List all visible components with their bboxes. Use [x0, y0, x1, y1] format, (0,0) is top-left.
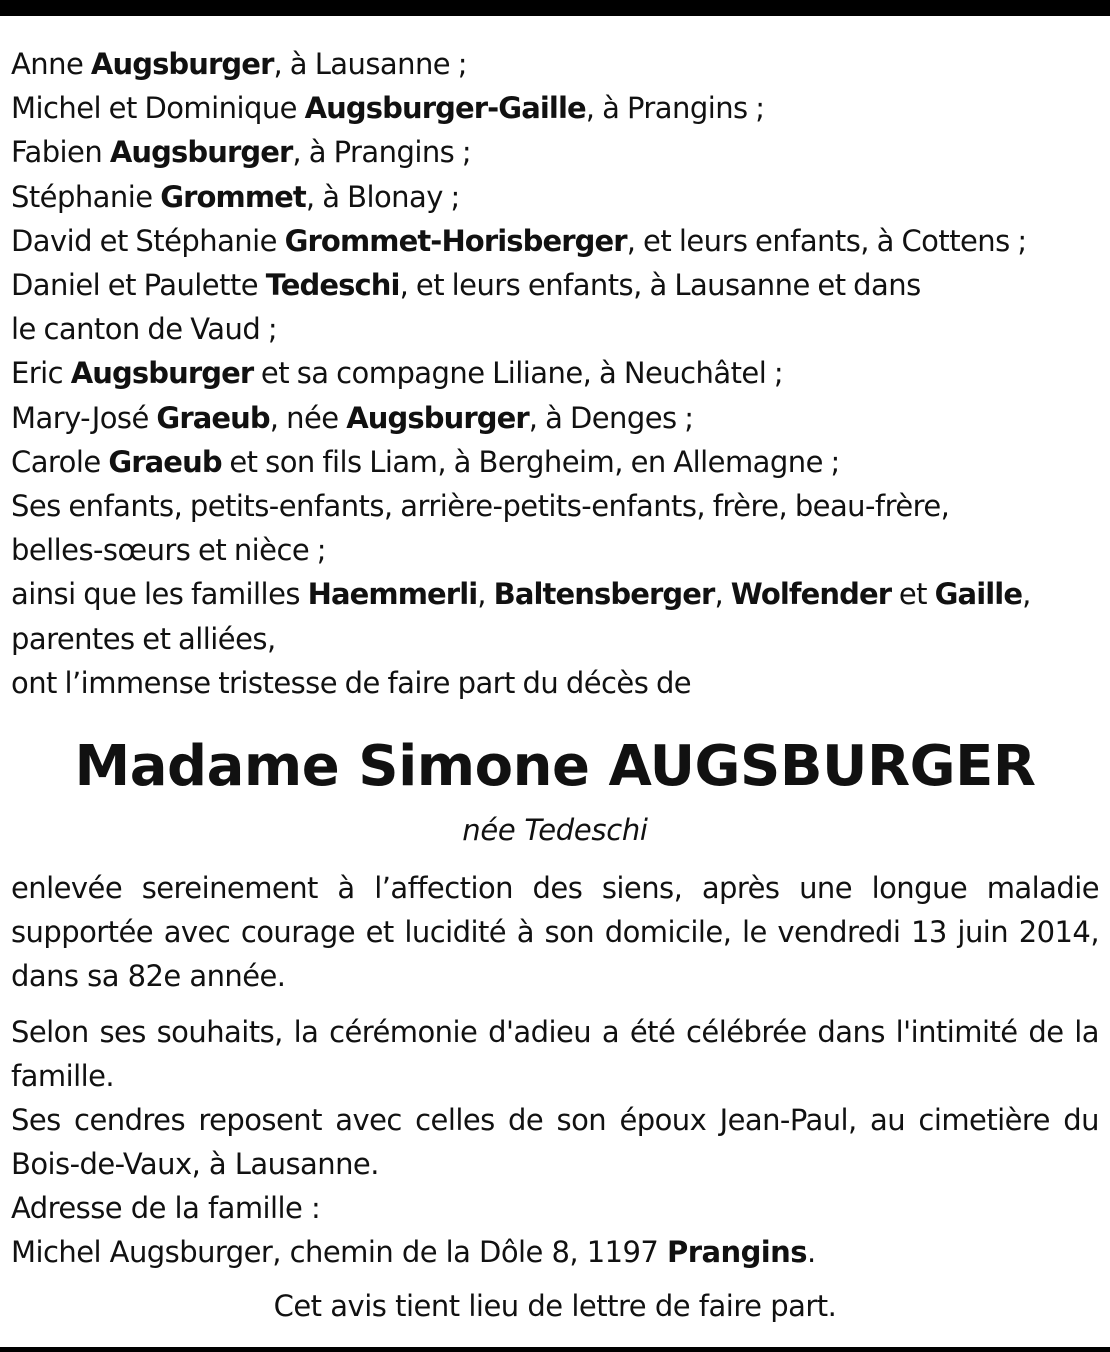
family-surname: Wolfender: [730, 577, 892, 612]
details-block: [11, 1010, 1099, 1274]
family-line: [11, 351, 1099, 395]
family-line: [11, 440, 1099, 484]
family-surname: Graeub: [108, 444, 222, 479]
family-surname: Graeub: [156, 400, 270, 435]
family-surname: Haemmerli: [307, 577, 478, 612]
family-line: [11, 175, 1099, 219]
family-line: [11, 307, 1099, 351]
family-surname: Grommet: [160, 179, 306, 214]
top-rule: [0, 0, 1110, 16]
family-text: Anne: [11, 47, 91, 81]
bottom-rule: [0, 1347, 1110, 1352]
family-text: ont l’immense tristesse de faire part du décès de: [11, 665, 692, 700]
address-end: .: [807, 1235, 816, 1270]
family-text: , née: [269, 400, 347, 435]
family-text: Fabien: [11, 135, 110, 170]
family-surname: Augsburger: [70, 356, 254, 391]
address-line: [11, 1230, 1099, 1274]
family-text: et: [891, 577, 935, 612]
deceased-name: Madame Simone AUGSBURGER: [74, 734, 1036, 800]
family-surname: Gaille: [934, 577, 1023, 612]
family-line: [11, 86, 1099, 130]
family-line: [11, 528, 1099, 572]
family-surname: Augsburger-Gaille: [304, 91, 586, 126]
family-list: [11, 42, 1099, 705]
notice-content: [11, 42, 1099, 1328]
family-text: Ses enfants, petits-enfants, arrière-petits-enfants, frère, beau-frère,: [11, 489, 950, 524]
family-text: ,: [1022, 577, 1031, 612]
family-text: , à Prangins ;: [585, 91, 765, 126]
family-text: David et Stéphanie: [11, 223, 285, 258]
family-text: ,: [714, 577, 731, 612]
family-surname: Augsburger: [109, 135, 293, 170]
family-text: Mary-José: [11, 400, 157, 435]
family-text: le canton de Vaud ;: [11, 312, 278, 347]
family-line: [11, 219, 1099, 263]
family-line: [11, 661, 1099, 705]
family-surname: Baltensberger: [493, 577, 715, 612]
address-text: Michel Augsburger, chemin de la Dôle 8, 1197: [11, 1235, 668, 1270]
family-text: Stéphanie: [11, 179, 161, 214]
family-text: , à Prangins ;: [292, 135, 472, 170]
family-text: , et leurs enfants, à Cottens ;: [626, 223, 1027, 258]
family-text: parentes et alliées,: [11, 621, 276, 656]
ashes-paragraph: Ses cendres reposent avec celles de son époux Jean-Paul, au cimetière du Bois-de-Vaux, à Lausanne.: [11, 1103, 1099, 1182]
family-line: [11, 572, 1099, 616]
family-surname: Tedeschi: [265, 268, 400, 303]
family-text: Carole: [11, 444, 109, 479]
maiden-name: née Tedeschi: [462, 813, 648, 848]
closing-note: Cet avis tient lieu de lettre de faire part.: [273, 1289, 837, 1324]
address-city: Prangins: [667, 1235, 807, 1270]
family-line: [11, 263, 1099, 307]
family-line: [11, 396, 1099, 440]
family-line: [11, 617, 1099, 661]
family-text: , à Denges ;: [528, 400, 694, 435]
family-text: et son fils Liam, à Bergheim, en Allemagne ;: [221, 444, 840, 479]
family-line: [11, 130, 1099, 174]
family-text: et sa compagne Liliane, à Neuchâtel ;: [253, 356, 784, 391]
family-text: ,: [477, 577, 494, 612]
family-text: , à Blonay ;: [305, 179, 460, 214]
family-surname: Grommet-Horisberger: [284, 223, 627, 258]
family-line: [11, 484, 1099, 528]
family-surname: Augsburger: [90, 47, 274, 81]
ceremony-paragraph: Selon ses souhaits, la cérémonie d'adieu a été célébrée dans l'intimité de la famille.: [11, 1015, 1099, 1094]
address-label: Adresse de la famille :: [11, 1191, 321, 1226]
death-paragraph: enlevée sereinement à l’affection des siens, après une longue maladie supportée avec courage et lucidité à son domicile, le vendredi 13 juin 2014, dans sa 82e année.: [11, 871, 1099, 994]
family-text: , et leurs enfants, à Lausanne et dans: [399, 268, 921, 303]
family-text: , à Lausanne ;: [273, 47, 467, 81]
family-text: ainsi que les familles: [11, 577, 308, 612]
family-text: Eric: [11, 356, 71, 391]
family-line: [11, 42, 1099, 86]
family-text: belles-sœurs et nièce ;: [11, 533, 327, 568]
family-text: Daniel et Paulette: [11, 268, 266, 303]
family-surname: Augsburger: [346, 400, 529, 435]
family-text: Michel et Dominique: [11, 91, 305, 126]
